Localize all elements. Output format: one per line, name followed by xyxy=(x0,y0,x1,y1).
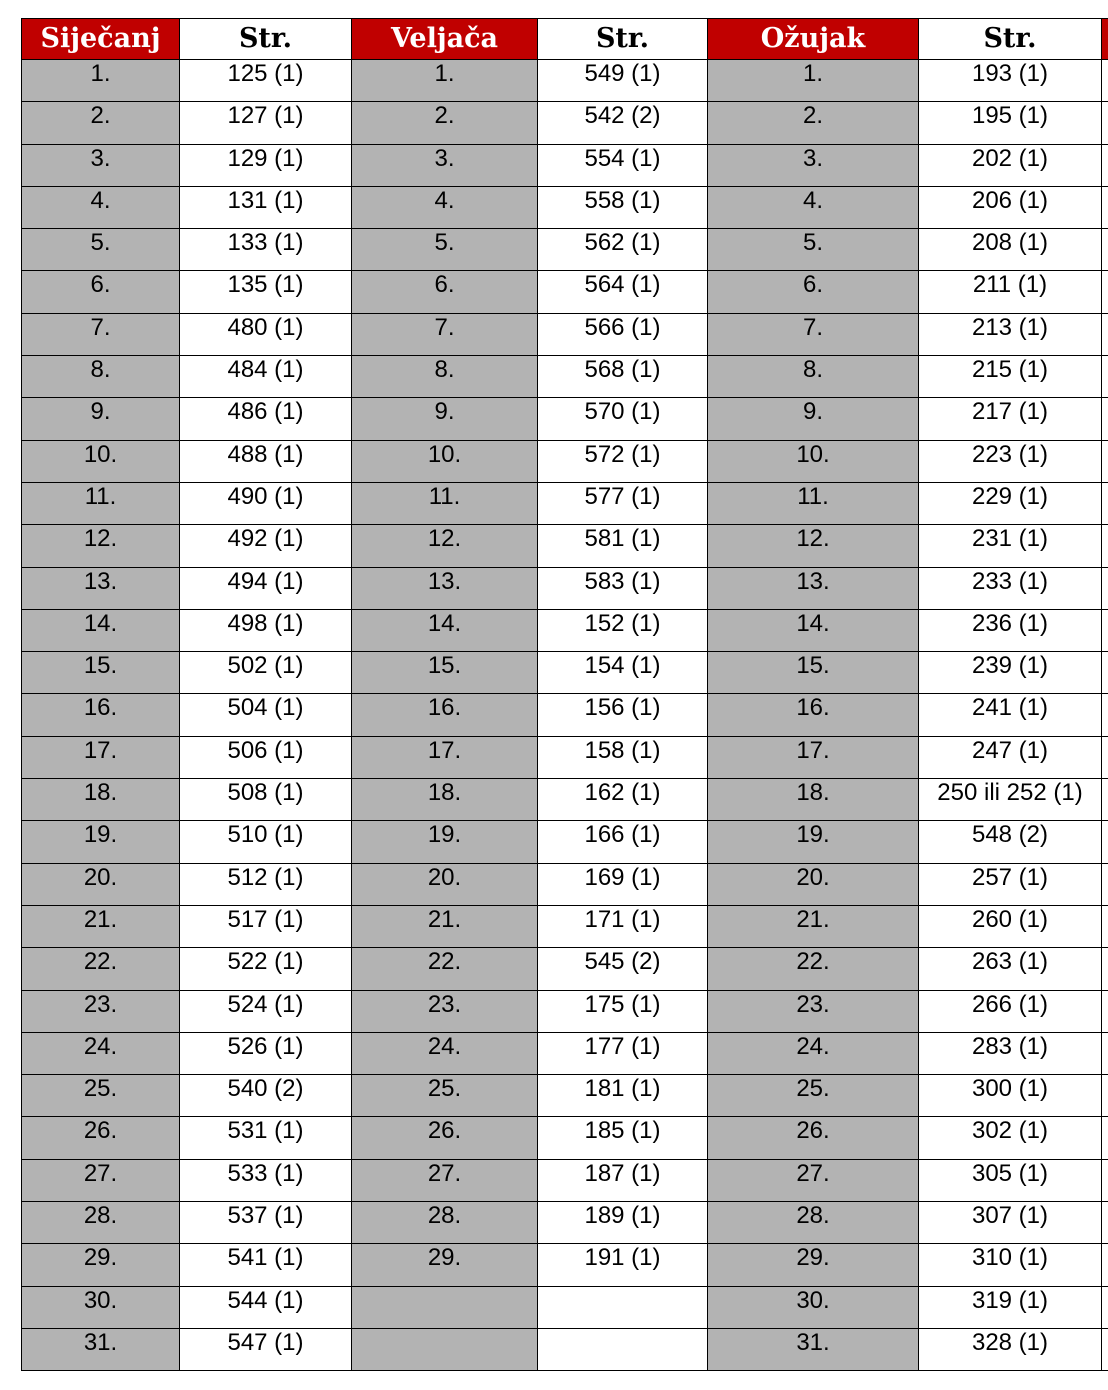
day-cell: 9. xyxy=(708,398,919,440)
day-cell: 12. xyxy=(352,525,538,567)
page-cell: 508 (1) xyxy=(180,779,352,821)
day-cell: 14. xyxy=(352,609,538,651)
page-cell: 328 (1) xyxy=(919,1328,1102,1370)
page-cell: 566 (1) xyxy=(538,313,708,355)
day-cell: 21. xyxy=(22,905,180,947)
calendar-page-table xyxy=(21,18,1108,1371)
page-cell: 484 (1) xyxy=(180,356,352,398)
day-cell: 27. xyxy=(352,1159,538,1201)
day-cell: 9. xyxy=(22,398,180,440)
table-row xyxy=(22,440,1108,482)
table-row xyxy=(22,779,1108,821)
page-cell: 266 (1) xyxy=(919,990,1102,1032)
day-cell: 14. xyxy=(708,609,919,651)
day-cell: 18. xyxy=(708,779,919,821)
page-cell: 241 (1) xyxy=(919,694,1102,736)
day-cell: 24. xyxy=(352,1032,538,1074)
next-month-edge-cell xyxy=(1102,186,1108,228)
page-cell: 213 (1) xyxy=(919,313,1102,355)
page-cell: 247 (1) xyxy=(919,736,1102,778)
day-cell: 5. xyxy=(352,229,538,271)
day-cell: 13. xyxy=(708,567,919,609)
day-cell: 17. xyxy=(22,736,180,778)
day-cell: 3. xyxy=(22,144,180,186)
day-cell: 22. xyxy=(352,948,538,990)
page-cell: 217 (1) xyxy=(919,398,1102,440)
page-cell: 524 (1) xyxy=(180,990,352,1032)
day-cell: 6. xyxy=(22,271,180,313)
table-row xyxy=(22,1117,1108,1159)
day-cell: 5. xyxy=(708,229,919,271)
page-cell: 206 (1) xyxy=(919,186,1102,228)
page-cell: 135 (1) xyxy=(180,271,352,313)
page-cell: 488 (1) xyxy=(180,440,352,482)
day-cell: 25. xyxy=(708,1075,919,1117)
page-cell: 211 (1) xyxy=(919,271,1102,313)
next-month-edge-cell xyxy=(1102,271,1108,313)
month-header-sijecanj: Siječanj xyxy=(22,19,180,60)
page-cell: 547 (1) xyxy=(180,1328,352,1370)
table-row xyxy=(22,821,1108,863)
day-cell xyxy=(352,1286,538,1328)
table-row xyxy=(22,1202,1108,1244)
day-cell: 1. xyxy=(352,60,538,102)
day-cell: 24. xyxy=(22,1032,180,1074)
next-month-edge-cell xyxy=(1102,1202,1108,1244)
page-cell: 526 (1) xyxy=(180,1032,352,1074)
table-row xyxy=(22,905,1108,947)
month-header-ozujak: Ožujak xyxy=(708,19,919,60)
day-cell: 16. xyxy=(708,694,919,736)
day-cell: 2. xyxy=(708,102,919,144)
day-cell: 12. xyxy=(22,525,180,567)
day-cell: 7. xyxy=(22,313,180,355)
day-cell: 27. xyxy=(22,1159,180,1201)
next-month-edge-cell xyxy=(1102,779,1108,821)
day-cell: 10. xyxy=(352,440,538,482)
day-cell: 29. xyxy=(708,1244,919,1286)
day-cell: 6. xyxy=(708,271,919,313)
day-cell: 29. xyxy=(22,1244,180,1286)
table-row xyxy=(22,948,1108,990)
page-cell: 564 (1) xyxy=(538,271,708,313)
table-row xyxy=(22,1159,1108,1201)
page-cell: 310 (1) xyxy=(919,1244,1102,1286)
page-cell: 531 (1) xyxy=(180,1117,352,1159)
day-cell: 28. xyxy=(22,1202,180,1244)
page-cell: 581 (1) xyxy=(538,525,708,567)
day-cell: 21. xyxy=(352,905,538,947)
page-cell: 171 (1) xyxy=(538,905,708,947)
day-cell: 28. xyxy=(352,1202,538,1244)
day-cell: 17. xyxy=(708,736,919,778)
page-cell: 305 (1) xyxy=(919,1159,1102,1201)
page-cell: 191 (1) xyxy=(538,1244,708,1286)
day-cell: 15. xyxy=(352,652,538,694)
page-cell: 260 (1) xyxy=(919,905,1102,947)
page-cell: 512 (1) xyxy=(180,863,352,905)
day-cell: 17. xyxy=(352,736,538,778)
page-cell: 506 (1) xyxy=(180,736,352,778)
page-cell: 162 (1) xyxy=(538,779,708,821)
page-cell: 208 (1) xyxy=(919,229,1102,271)
page-cell: 229 (1) xyxy=(919,482,1102,524)
day-cell: 24. xyxy=(708,1032,919,1074)
day-cell: 5. xyxy=(22,229,180,271)
next-month-edge-cell xyxy=(1102,102,1108,144)
page-cell: 486 (1) xyxy=(180,398,352,440)
page-cell: 263 (1) xyxy=(919,948,1102,990)
next-month-edge-cell xyxy=(1102,694,1108,736)
next-month-edge-cell xyxy=(1102,144,1108,186)
next-month-edge-cell xyxy=(1102,229,1108,271)
page-cell: 554 (1) xyxy=(538,144,708,186)
table-row xyxy=(22,229,1108,271)
page-cell: 181 (1) xyxy=(538,1075,708,1117)
day-cell: 14. xyxy=(22,609,180,651)
page-cell: 223 (1) xyxy=(919,440,1102,482)
page-cell: 233 (1) xyxy=(919,567,1102,609)
table-row xyxy=(22,525,1108,567)
page-cell: 250 ili 252 (1) xyxy=(919,779,1102,821)
day-cell: 7. xyxy=(352,313,538,355)
day-cell: 4. xyxy=(708,186,919,228)
day-cell: 7. xyxy=(708,313,919,355)
page-cell: 498 (1) xyxy=(180,609,352,651)
day-cell: 18. xyxy=(22,779,180,821)
page-cell: 541 (1) xyxy=(180,1244,352,1286)
page-cell: 189 (1) xyxy=(538,1202,708,1244)
day-cell: 30. xyxy=(22,1286,180,1328)
day-cell: 8. xyxy=(352,356,538,398)
next-month-edge-cell xyxy=(1102,1244,1108,1286)
day-cell: 30. xyxy=(708,1286,919,1328)
next-month-edge-cell xyxy=(1102,525,1108,567)
day-cell: 28. xyxy=(708,1202,919,1244)
page-cell: 231 (1) xyxy=(919,525,1102,567)
day-cell: 20. xyxy=(708,863,919,905)
page-cell: 131 (1) xyxy=(180,186,352,228)
day-cell: 23. xyxy=(352,990,538,1032)
next-month-edge-cell xyxy=(1102,356,1108,398)
page-cell: 185 (1) xyxy=(538,1117,708,1159)
page-cell: 169 (1) xyxy=(538,863,708,905)
day-cell: 9. xyxy=(352,398,538,440)
page-cell: 125 (1) xyxy=(180,60,352,102)
next-month-edge-cell xyxy=(1102,482,1108,524)
next-month-edge-cell xyxy=(1102,1075,1108,1117)
page-cell: 152 (1) xyxy=(538,609,708,651)
str-header-sijecanj: Str. xyxy=(180,19,352,60)
month-header-veljaca: Veljača xyxy=(352,19,538,60)
page-cell: 195 (1) xyxy=(919,102,1102,144)
page-cell: 494 (1) xyxy=(180,567,352,609)
day-cell: 16. xyxy=(352,694,538,736)
page-cell: 307 (1) xyxy=(919,1202,1102,1244)
page-cell: 319 (1) xyxy=(919,1286,1102,1328)
table-row xyxy=(22,990,1108,1032)
page-cell: 127 (1) xyxy=(180,102,352,144)
day-cell: 13. xyxy=(22,567,180,609)
day-cell: 29. xyxy=(352,1244,538,1286)
table-body xyxy=(22,60,1108,1371)
page-cell: 504 (1) xyxy=(180,694,352,736)
page-cell: 202 (1) xyxy=(919,144,1102,186)
page-cell xyxy=(538,1286,708,1328)
day-cell: 8. xyxy=(22,356,180,398)
page-cell: 156 (1) xyxy=(538,694,708,736)
page-cell: 239 (1) xyxy=(919,652,1102,694)
page-cell: 257 (1) xyxy=(919,863,1102,905)
page-cell: 300 (1) xyxy=(919,1075,1102,1117)
day-cell: 23. xyxy=(708,990,919,1032)
next-month-edge-cell xyxy=(1102,609,1108,651)
header-row xyxy=(22,19,1108,60)
page-cell: 490 (1) xyxy=(180,482,352,524)
page-cell: 492 (1) xyxy=(180,525,352,567)
table-row xyxy=(22,1244,1108,1286)
page-cell: 166 (1) xyxy=(538,821,708,863)
page-cell: 568 (1) xyxy=(538,356,708,398)
day-cell: 12. xyxy=(708,525,919,567)
page-cell: 236 (1) xyxy=(919,609,1102,651)
page-cell: 175 (1) xyxy=(538,990,708,1032)
table-row xyxy=(22,356,1108,398)
next-month-edge-cell xyxy=(1102,1328,1108,1370)
next-month-edge-cell xyxy=(1102,1286,1108,1328)
day-cell xyxy=(352,1328,538,1370)
next-month-edge-cell xyxy=(1102,863,1108,905)
day-cell: 19. xyxy=(22,821,180,863)
page-cell: 480 (1) xyxy=(180,313,352,355)
page-cell: 562 (1) xyxy=(538,229,708,271)
table-row xyxy=(22,144,1108,186)
day-cell: 31. xyxy=(708,1328,919,1370)
page-cell: 542 (2) xyxy=(538,102,708,144)
table-row xyxy=(22,1328,1108,1370)
page-cell: 522 (1) xyxy=(180,948,352,990)
day-cell: 3. xyxy=(352,144,538,186)
table-row xyxy=(22,1286,1108,1328)
next-month-edge-cell xyxy=(1102,652,1108,694)
page-cell: 558 (1) xyxy=(538,186,708,228)
page-cell: 502 (1) xyxy=(180,652,352,694)
next-month-edge-cell xyxy=(1102,1117,1108,1159)
page-cell: 548 (2) xyxy=(919,821,1102,863)
page-cell: 129 (1) xyxy=(180,144,352,186)
day-cell: 18. xyxy=(352,779,538,821)
day-cell: 22. xyxy=(22,948,180,990)
page-cell: 533 (1) xyxy=(180,1159,352,1201)
page-cell: 510 (1) xyxy=(180,821,352,863)
page-cell: 158 (1) xyxy=(538,736,708,778)
day-cell: 31. xyxy=(22,1328,180,1370)
page-cell: 572 (1) xyxy=(538,440,708,482)
page-cell: 215 (1) xyxy=(919,356,1102,398)
page-cell: 517 (1) xyxy=(180,905,352,947)
table-row xyxy=(22,60,1108,102)
day-cell: 11. xyxy=(352,482,538,524)
table-row xyxy=(22,1032,1108,1074)
day-cell: 1. xyxy=(22,60,180,102)
next-month-edge-cell xyxy=(1102,1032,1108,1074)
day-cell: 2. xyxy=(352,102,538,144)
day-cell: 10. xyxy=(708,440,919,482)
day-cell: 13. xyxy=(352,567,538,609)
day-cell: 16. xyxy=(22,694,180,736)
page-cell: 577 (1) xyxy=(538,482,708,524)
table-row xyxy=(22,609,1108,651)
page-cell: 549 (1) xyxy=(538,60,708,102)
next-month-edge-cell xyxy=(1102,567,1108,609)
table-row xyxy=(22,482,1108,524)
day-cell: 26. xyxy=(22,1117,180,1159)
day-cell: 26. xyxy=(352,1117,538,1159)
page-cell xyxy=(538,1328,708,1370)
next-month-edge-cell xyxy=(1102,905,1108,947)
day-cell: 27. xyxy=(708,1159,919,1201)
page-cell: 283 (1) xyxy=(919,1032,1102,1074)
day-cell: 6. xyxy=(352,271,538,313)
page-cell: 545 (2) xyxy=(538,948,708,990)
day-cell: 4. xyxy=(22,186,180,228)
next-month-edge-cell xyxy=(1102,440,1108,482)
table-row xyxy=(22,567,1108,609)
page-cell: 544 (1) xyxy=(180,1286,352,1328)
table-row xyxy=(22,313,1108,355)
page-cell: 540 (2) xyxy=(180,1075,352,1117)
page-cell: 193 (1) xyxy=(919,60,1102,102)
day-cell: 19. xyxy=(352,821,538,863)
next-month-edge-cell xyxy=(1102,948,1108,990)
next-month-edge-cell xyxy=(1102,60,1108,102)
day-cell: 21. xyxy=(708,905,919,947)
day-cell: 20. xyxy=(22,863,180,905)
day-cell: 26. xyxy=(708,1117,919,1159)
next-month-edge-cell xyxy=(1102,821,1108,863)
day-cell: 15. xyxy=(22,652,180,694)
day-cell: 4. xyxy=(352,186,538,228)
day-cell: 11. xyxy=(708,482,919,524)
day-cell: 19. xyxy=(708,821,919,863)
page-cell: 537 (1) xyxy=(180,1202,352,1244)
day-cell: 25. xyxy=(352,1075,538,1117)
page-cell: 583 (1) xyxy=(538,567,708,609)
page-cell: 302 (1) xyxy=(919,1117,1102,1159)
day-cell: 22. xyxy=(708,948,919,990)
table-row xyxy=(22,398,1108,440)
str-header-veljaca: Str. xyxy=(538,19,708,60)
str-header-ozujak: Str. xyxy=(919,19,1102,60)
day-cell: 23. xyxy=(22,990,180,1032)
day-cell: 3. xyxy=(708,144,919,186)
next-month-edge-cell xyxy=(1102,1159,1108,1201)
next-month-header-edge xyxy=(1102,19,1108,60)
day-cell: 15. xyxy=(708,652,919,694)
table-row xyxy=(22,863,1108,905)
table-row xyxy=(22,186,1108,228)
day-cell: 1. xyxy=(708,60,919,102)
page-cell: 187 (1) xyxy=(538,1159,708,1201)
page-cell: 154 (1) xyxy=(538,652,708,694)
next-month-edge-cell xyxy=(1102,398,1108,440)
table-row xyxy=(22,102,1108,144)
day-cell: 20. xyxy=(352,863,538,905)
day-cell: 2. xyxy=(22,102,180,144)
next-month-edge-cell xyxy=(1102,313,1108,355)
day-cell: 10. xyxy=(22,440,180,482)
table-row xyxy=(22,652,1108,694)
table-row xyxy=(22,271,1108,313)
page-cell: 570 (1) xyxy=(538,398,708,440)
next-month-edge-cell xyxy=(1102,736,1108,778)
day-cell: 11. xyxy=(22,482,180,524)
table-row xyxy=(22,1075,1108,1117)
table-row xyxy=(22,694,1108,736)
day-cell: 25. xyxy=(22,1075,180,1117)
table-row xyxy=(22,736,1108,778)
page-cell: 177 (1) xyxy=(538,1032,708,1074)
page-cell: 133 (1) xyxy=(180,229,352,271)
next-month-edge-cell xyxy=(1102,990,1108,1032)
day-cell: 8. xyxy=(708,356,919,398)
